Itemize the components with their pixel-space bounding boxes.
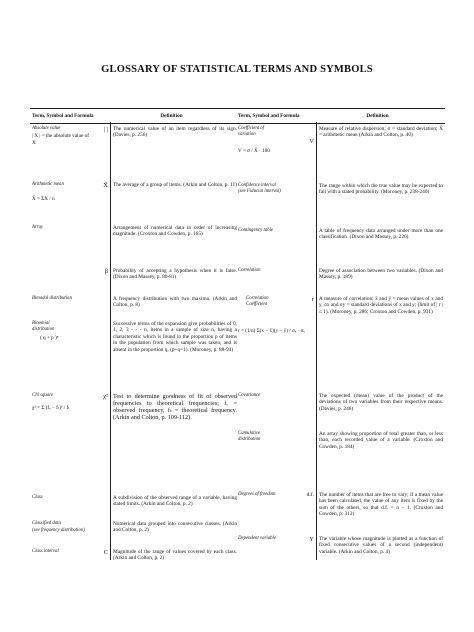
entry-definition: The expected (mean) value of the product of the deviations of two variables from their respective means. (Davies, p. 246) <box>319 393 443 412</box>
entry-definition: A measure of correlation; x̄ and ȳ = mean values of x and y, σx and σy = standard deviations of x and y; (limit of | r | ≤ 1). (Moroney, p. 286; Croxton and Cowden, p. 931) <box>319 296 443 315</box>
entry-symbol: | | <box>103 126 108 133</box>
entry-symbol: V <box>309 138 314 145</box>
entry-formula: ( q + p )ⁿ <box>40 335 59 341</box>
right-glossary-table <box>236 108 445 578</box>
entry-definition: The range within which the true value may be expected to fall with a stated probability. (Moroney, p. 238-240) <box>319 183 443 196</box>
entry-formula: X̄ = ΣX / n <box>32 196 55 202</box>
entry-term: Degrees of freedom <box>238 492 276 497</box>
entry-term: Correlation Coefficient <box>246 296 269 307</box>
left-glossary-table <box>30 108 239 578</box>
entry-definition: Degree of association between two variables. (Dixon and Massey, p. 189) <box>319 268 443 281</box>
entry-term-note: (see Fiducial interval) <box>238 189 281 194</box>
entry-definition: The numerical value of an item regardless of its sign. (Davies, p. 256) <box>113 126 237 139</box>
entry-definition: An array showing proportion of total greater than, or less than, each recorded value of a variable. (Croxton and Cowden, p. 184) <box>319 431 443 450</box>
term-column-header: Term, Symbol and Formula <box>238 113 300 119</box>
entry-formula: | X | = the absolute value of X <box>32 133 90 146</box>
entry-formula: V = σ / X̄ · 100 <box>238 148 270 154</box>
definition-column-header: Definition <box>160 113 183 119</box>
entry-definition: Arrangement of numerical data in order of increasing magnitude. (Croxton and Cowden, p. 165) <box>113 225 237 238</box>
entry-definition: The variable whose magnitude is plotted as a function of fixed consecutive values of a second (independent) variable. (Arkin and Colton, p. 4) <box>319 536 443 555</box>
entry-symbol: χ² <box>103 393 108 400</box>
table-header <box>236 108 445 124</box>
entry-term: Arithmetic mean <box>32 182 64 187</box>
entry-term: Class <box>32 495 43 500</box>
entry-symbol: Y <box>309 536 314 543</box>
entry-formula: χ² = Σ (fₒ − fₜ)² / fₜ <box>32 405 70 411</box>
entry-definition: Test to determine goodness of fit of observed frequencies to theoretical frequencies; fₒ = observed frequency, fₜ = theoretical frequency. (Arkin and Colton, p. 109-112) <box>113 393 237 421</box>
entry-symbol: X̄ <box>103 182 108 189</box>
entry-definition: A subdivision of the observed range of a variable, having stated limits. (Arkin and Colton, p. 2) <box>113 495 237 508</box>
entry-symbol: r <box>311 296 314 303</box>
entry-term: Contingency table <box>238 228 274 233</box>
entry-definition: The average of a group of items. (Arkin and Colton, p. 11) <box>113 182 237 188</box>
entry-term: Chi square <box>32 393 54 398</box>
entry-term: Binomial distribution <box>32 321 55 332</box>
column-divider <box>316 122 317 560</box>
entry-definition: Successive terms of the expansion give probabilities of 0, 1, 2, 3 - - - n, items in a sample of size n, having a characteristic which is found in the proportion p of items in the population from which sample was taken, and is absent in the proportion q, (p+q=1). (Moroney, p. 88-94) <box>113 321 237 353</box>
entry-definition: Probability of accepting a hypothesis when it is false. (Dixon and Massey, p. 80-81) <box>113 268 237 281</box>
entry-term: Cumulative distribution <box>238 431 261 442</box>
entry-definition: A frequency distribution with two maxima. (Arkin and Colton, p. 8) <box>113 296 237 309</box>
entry-definition: A table of frequency data arranged under more than one classification. (Dixon and Massey, p. 226) <box>319 228 443 241</box>
entry-term: Array <box>32 225 44 230</box>
entry-term: Coefficient of variation <box>238 126 264 137</box>
entry-formula: r = (1/n) Σ(x − x̄)(y − ȳ) / σₓ · σᵧ <box>238 328 305 334</box>
entry-term: Correlation <box>238 268 261 273</box>
entry-definition: Magnitude of the range of values covered by each class. (Arkin and Colton, p. 2) <box>113 549 237 562</box>
definition-column-header: Definition <box>366 113 389 119</box>
table-header <box>30 108 239 124</box>
entry-definition: The number of items that are free to vary; if a mean value has been calculated, the value of any item is fixed by the sum of the others, so that d.f. = n − 1. (Croxton and Cowden, p. 312) <box>319 492 443 518</box>
entry-term-note: (see frequency distribution) <box>32 528 85 533</box>
column-divider <box>110 122 111 560</box>
entry-term: Class interval <box>32 549 59 554</box>
entry-term: Classified data <box>32 521 61 526</box>
entry-symbol: C <box>103 549 108 556</box>
term-column-header: Term, Symbol and Formula <box>32 113 94 119</box>
entry-definition: Measure of relative dispersion; σ = standard deviation; X̄ = arithmetic mean (Arkin and Colton, p. 40) <box>319 126 443 139</box>
entry-term: Confidence interval <box>238 183 276 188</box>
entry-symbol: d.f. <box>306 492 314 498</box>
entry-term: Dependent variable <box>238 536 276 541</box>
entry-term: Absolute value <box>32 126 61 131</box>
entry-term: Bimodal distribution <box>32 296 72 301</box>
entry-term: Covariance <box>238 393 261 398</box>
entry-symbol: β <box>104 268 108 275</box>
entry-definition: Numerical data grouped into consecutive classes. (Arkin and Colton, p. 2) <box>113 521 237 534</box>
page-title: GLOSSARY OF STATISTICAL TERMS AND SYMBOLS <box>101 64 373 75</box>
